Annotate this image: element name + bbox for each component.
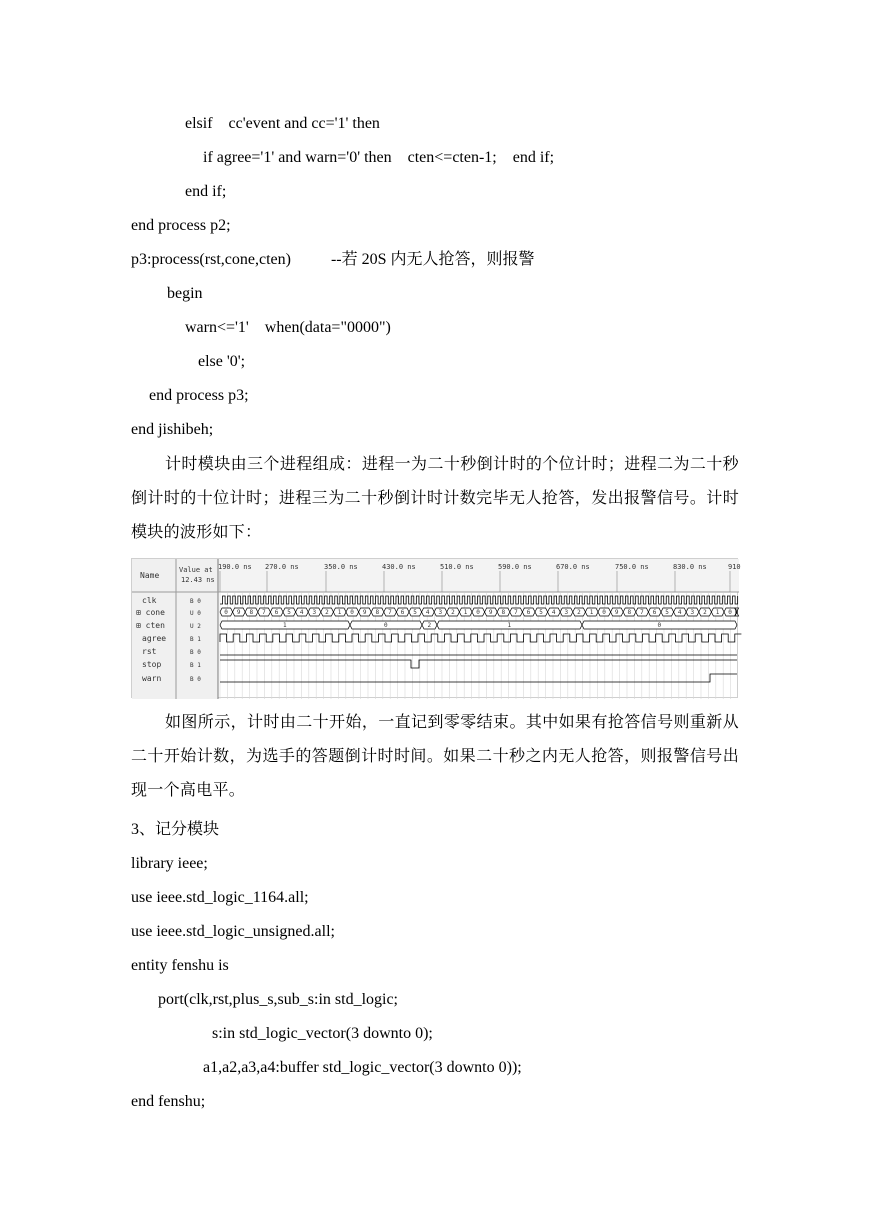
- bus-value: 0: [728, 609, 732, 616]
- code-line: end process p2;: [131, 217, 231, 234]
- signal-name-cone: ⊞ cone: [136, 608, 165, 617]
- bus-value: 8: [375, 609, 380, 616]
- bus-value: 1: [507, 622, 512, 629]
- time-tick-label: 270.0 ns: [265, 563, 299, 571]
- code-line: a1,a2,a3,a4:buffer std_logic_vector(3 downto 0));: [203, 1059, 522, 1076]
- bus-value: 4: [551, 609, 556, 616]
- code-line: library ieee;: [131, 855, 208, 872]
- bus-value: 0: [734, 609, 739, 616]
- warn-trace: [220, 674, 737, 682]
- signal-name-rst: rst: [142, 647, 157, 656]
- signal-name-stop: stop: [142, 660, 162, 669]
- time-tick-label: 590.0 ns: [498, 563, 532, 571]
- code-line: else '0';: [198, 353, 246, 370]
- time-tick-label: 830.0 ns: [673, 563, 707, 571]
- code-line: warn<='1' when(data="0000"): [185, 319, 391, 336]
- paragraph-waveform-explanation: 如图所示，计时由二十开始，一直记到零零结束。其中如果有抢答信号则重新从二十开始计数，为选手的答题倒计时时间。如果二十秒之内无人抢答，则报警信号出现一个高电平。: [131, 714, 739, 799]
- value-header-2: 12.43 ns: [181, 576, 215, 584]
- bus-value: 9: [614, 609, 619, 616]
- time-tick-label: 510.0 ns: [440, 563, 474, 571]
- time-tick-label: 350.0 ns: [324, 563, 358, 571]
- code-line: p3:process(rst,cone,cten) --若 20S 内无人抢答，则报警: [131, 251, 535, 268]
- bus-value: 0: [384, 622, 388, 629]
- bus-value: 7: [388, 609, 392, 616]
- code-line: end fenshu;: [131, 1093, 206, 1110]
- section-heading: 3、记分模块: [131, 821, 220, 838]
- signal-value-warn: B 0: [190, 676, 201, 683]
- bus-value: 8: [249, 609, 254, 616]
- bus-value: 3: [312, 609, 317, 616]
- stop-trace: [220, 660, 737, 668]
- paragraph-timer-description: 计时模块由三个进程组成：进程一为二十秒倒计时的个位计时；进程二为二十秒倒计时的十位计时；进程三为二十秒倒计时计数完毕无人抢答，发出报警信号。计时模块的波形如下：: [131, 456, 739, 541]
- bus-value: 6: [400, 609, 405, 616]
- signal-name-clk: clk: [142, 596, 157, 605]
- bus-value: 0: [476, 609, 480, 616]
- signal-name-warn: warn: [142, 674, 162, 683]
- code-line: begin: [167, 285, 203, 302]
- bus-value: 2: [577, 609, 581, 616]
- signal-value-rst: B 0: [190, 649, 201, 656]
- bus-value: 2: [325, 609, 329, 616]
- signal-name-agree: agree: [142, 634, 167, 643]
- code-line: s:in std_logic_vector(3 downto 0);: [212, 1025, 433, 1042]
- signal-value-cten: U 2: [190, 623, 201, 630]
- waveform-figure: [131, 558, 741, 698]
- signal-traces: [220, 596, 741, 682]
- bus-value: 8: [501, 609, 506, 616]
- bus-value: 2: [451, 609, 455, 616]
- bus-value: 9: [236, 609, 241, 616]
- bus-value: 8: [627, 609, 632, 616]
- bus-value: 6: [526, 609, 531, 616]
- bus-value: 4: [677, 609, 682, 616]
- code-line: elsif cc'event and cc='1' then: [185, 115, 380, 132]
- bus-value: 5: [539, 609, 543, 616]
- code-line: end if;: [185, 183, 227, 200]
- bus-value: 1: [283, 622, 287, 629]
- code-line: use ieee.std_logic_unsigned.all;: [131, 923, 335, 940]
- bus-value: 5: [413, 609, 417, 616]
- name-header: Name: [140, 571, 160, 580]
- bus-value: 7: [514, 609, 518, 616]
- bus-value: 1: [715, 609, 720, 616]
- time-tick-label: 910: [728, 563, 741, 571]
- time-tick-label: 670.0 ns: [556, 563, 590, 571]
- code-line: end jishibeh;: [131, 421, 214, 438]
- bus-value: 9: [362, 609, 367, 616]
- time-tick-label: 190.0 ns: [218, 563, 252, 571]
- bus-value: 0: [224, 609, 228, 616]
- time-tick-label: 430.0 ns: [382, 563, 416, 571]
- bus-value: 4: [425, 609, 430, 616]
- bus-value: 3: [690, 609, 695, 616]
- bus-value: 6: [274, 609, 279, 616]
- signal-value-stop: B 1: [190, 662, 201, 669]
- code-line: use ieee.std_logic_1164.all;: [131, 889, 309, 906]
- signal-value-cone: U 0: [190, 610, 201, 617]
- bus-value: 0: [602, 609, 606, 616]
- bus-value: 7: [262, 609, 266, 616]
- bus-value: 3: [564, 609, 569, 616]
- signal-value-clk: B 0: [190, 598, 201, 605]
- code-line: end process p3;: [149, 387, 249, 404]
- time-tick-label: 750.0 ns: [615, 563, 649, 571]
- bus-value: 1: [337, 609, 342, 616]
- bus-value: 6: [652, 609, 657, 616]
- bus-value: 5: [665, 609, 669, 616]
- waveform-svg: [132, 559, 739, 699]
- signal-name-cten: ⊞ cten: [136, 621, 165, 630]
- bus-value: 2: [427, 622, 432, 629]
- bus-value: 1: [589, 609, 594, 616]
- code-line: port(clk,rst,plus_s,sub_s:in std_logic;: [158, 991, 398, 1008]
- code-line: entity fenshu is: [131, 957, 229, 974]
- bus-value: 1: [463, 609, 468, 616]
- bus-value: 7: [640, 609, 644, 616]
- bus-value: 9: [488, 609, 493, 616]
- bus-value: 4: [299, 609, 304, 616]
- bus-value: 5: [287, 609, 291, 616]
- bus-value: 0: [657, 622, 662, 629]
- code-line: if agree='1' and warn='0' then cten<=cten-1; end if;: [203, 149, 555, 166]
- bus-value: 0: [350, 609, 354, 616]
- signal-value-agree: B 1: [190, 636, 201, 643]
- bus-value: 3: [438, 609, 443, 616]
- bus-value: 2: [703, 609, 707, 616]
- agree-trace: [220, 634, 741, 642]
- value-header-1: Value at: [179, 566, 213, 574]
